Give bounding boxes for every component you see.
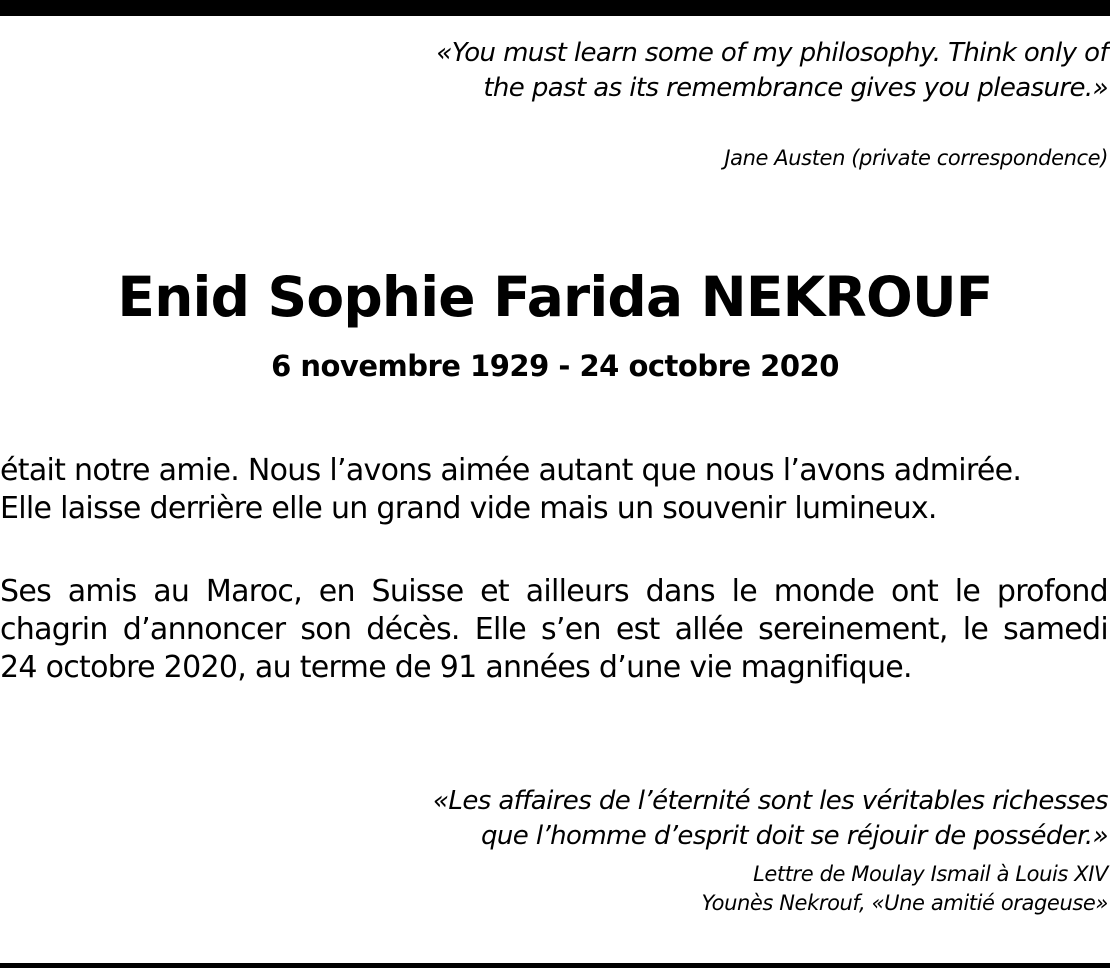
paragraph-1-line-1: était notre amie. Nous l’avons aimée autant que nous l’avons admirée. bbox=[0, 453, 1022, 488]
closing-quote bbox=[433, 784, 1108, 854]
paragraph-2-line-1: Ses amis au Maroc, en Suisse et ailleurs dans le monde ont le profond bbox=[0, 574, 1108, 609]
closing-quote-line-2: que l’homme d’esprit doit se réjouir de posséder.» bbox=[481, 821, 1108, 851]
body-paragraph-1 bbox=[0, 452, 1108, 528]
closing-attribution-line-1: Lettre de Moulay Ismail à Louis XIV bbox=[753, 862, 1108, 886]
epigraph-quote-line-2: the past as its remembrance gives you pleasure.» bbox=[483, 73, 1108, 103]
epigraph-attribution-text: Jane Austen (private correspondence) bbox=[724, 146, 1108, 170]
bottom-border-rule bbox=[0, 963, 1110, 968]
life-dates: 6 novembre 1929 - 24 octobre 2020 bbox=[271, 349, 839, 383]
epigraph-quote-line-1: «You must learn some of my philosophy. Think only of bbox=[436, 38, 1108, 68]
deceased-name: Enid Sophie Farida NEKROUF bbox=[117, 265, 993, 329]
paragraph-2-line-2: chagrin d’annoncer son décès. Elle s’en est allée sereinement, le samedi bbox=[0, 612, 1108, 647]
closing-attribution-line-2: Younès Nekrouf, «Une amitié orageuse» bbox=[701, 891, 1108, 915]
top-border-rule bbox=[0, 0, 1110, 16]
paragraph-1-line-2: Elle laisse derrière elle un grand vide mais un souvenir lumineux. bbox=[0, 491, 937, 526]
epigraph-quote bbox=[436, 36, 1108, 106]
closing-attribution bbox=[702, 860, 1108, 918]
closing-quote-line-1: «Les affaires de l’éternité sont les véritables richesses bbox=[432, 786, 1108, 816]
paragraph-2-line-3: 24 octobre 2020, au terme de 91 années d’une vie magnifique. bbox=[0, 650, 912, 685]
epigraph-attribution bbox=[724, 144, 1108, 173]
body-paragraph-2 bbox=[0, 573, 1108, 687]
